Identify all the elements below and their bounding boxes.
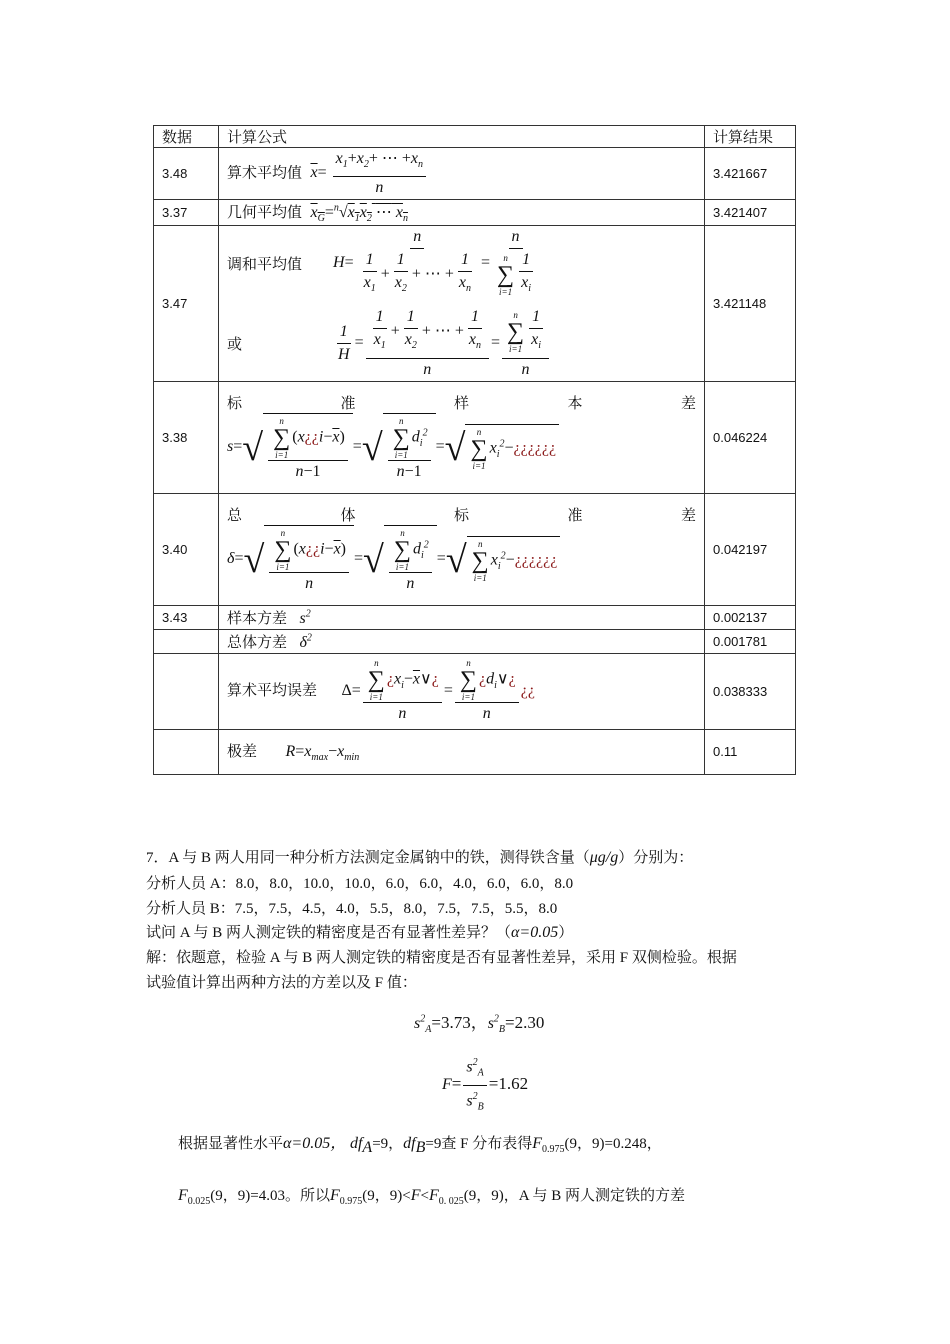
cell-data: 3.43 xyxy=(154,605,219,629)
formula-label-spread xyxy=(227,504,696,525)
question-end-text: ） xyxy=(558,925,574,941)
table-row xyxy=(154,605,796,629)
problem-intro xyxy=(146,846,693,870)
label-char: 准 xyxy=(567,507,583,524)
f0975-value: 0.248 xyxy=(612,1136,647,1152)
cell-formula xyxy=(219,148,705,200)
f-equation: F= $\frac{s^2_A}{s^2_B}$ =1.62 xyxy=(442,1052,528,1118)
cell-data: 3.37 xyxy=(154,200,219,226)
label-char: 标 xyxy=(227,395,243,412)
cell-data: 3.48 xyxy=(154,148,219,200)
unit-text: μg/g xyxy=(589,849,619,866)
conclusion-line-2: $F_{0.025}(9$，9)=4.03。所以$F_{0.975}(9$，$9)<F<F_{0. 025}(9$，9)，A 与 B 两人测定铁的方差 xyxy=(178,1187,686,1207)
population-variance-symbol: $\delta^2$ xyxy=(291,632,312,651)
f-value: 1.62 xyxy=(498,1073,529,1093)
var-b-value: 2.30 xyxy=(514,1013,545,1032)
conclusion-line-1: 根据显著性水平α=0.05， $df_A=9$，$df_B=9$查 F 分布表得$F_{0.975}(9$，9)=0.248， xyxy=(178,1135,662,1156)
formula-label: 算术平均误差 xyxy=(227,682,318,699)
solution-line-1: 解：依题意，检验 A 与 B 两人测定铁的精密度是否有显著性差异，采用 F 双侧检验。根据 xyxy=(146,950,737,966)
label-char: 样 xyxy=(453,395,469,412)
cell-data: 3.40 xyxy=(154,493,219,605)
formula-label: 调和平均值 xyxy=(227,256,303,273)
alpha-value: α=0.05， xyxy=(283,1135,347,1152)
population-std-formula: δ= √ n ∑ i=1 $(x¿¿i-\overline{x})$ n = √ n ∑ i=1 $d_i^2$ n = √ n ∑ i=1 $x_i^2-¿¿¿¿¿¿$ xyxy=(227,550,560,567)
conclusion-text-a: 根据显著性水平 xyxy=(178,1136,284,1152)
cell-result: 0.001781 xyxy=(705,629,796,653)
harmonic-mean-formula: H= n $\frac{1}{x_1}$ + $\frac{1}{x_2}$ + ⋯ + $\frac{1}{x_n}$ = n n ∑ i=1 $\frac{1}{x_i}$ xyxy=(333,226,541,300)
conclusion-text-end: ，A 与 B 两人测定铁的方差 xyxy=(503,1188,686,1204)
mean-error-formula: Δ= n ∑ i=1 ¿$x_i-\overline{x}\vee¿$ n = n ∑ i=1 ¿$d_i\vee¿$ n ¿¿ xyxy=(341,657,535,722)
formula-label-spread xyxy=(227,392,696,413)
cell-formula xyxy=(219,729,705,774)
arithmetic-mean-formula: $\overline{x}=$ $\frac{x_1+x_2+ \cdots +x_n}{n}$ xyxy=(306,164,428,181)
formula-label: 极差 xyxy=(227,743,258,760)
formula-label: 几何平均值 xyxy=(227,205,303,222)
table-row xyxy=(154,493,796,605)
cell-formula xyxy=(219,226,705,381)
cell-result: 3.421667 xyxy=(705,148,796,200)
table-row xyxy=(154,653,796,729)
intro-end-text: ）分别为： xyxy=(618,850,694,866)
table-row xyxy=(154,629,796,653)
intro-text: 7．A 与 B 两人用同一种分析方法测定金属钠中的铁，测得铁含量（ xyxy=(146,850,590,866)
table-row xyxy=(154,148,796,200)
header-data: 数据 xyxy=(154,126,219,148)
alpha-text: α=0.05 xyxy=(511,924,559,941)
sample-std-formula: s= √ n ∑ i=1 $(x¿¿i-\overline{x})$ n−1 = √ n ∑ i=1 $d_i^2$ n−1 = √ n ∑ i=1 $x_i^2-¿¿¿¿¿¿$ xyxy=(227,438,559,455)
label-char: 差 xyxy=(680,395,696,412)
cell-formula xyxy=(219,605,705,629)
cell-data: 3.38 xyxy=(154,381,219,493)
header-result: 计算结果 xyxy=(705,126,796,148)
df-a-value: =9， xyxy=(372,1136,404,1152)
cell-data: 3.47 xyxy=(154,226,219,381)
statistics-table xyxy=(153,125,796,775)
cell-formula xyxy=(219,200,705,226)
conclusion-text-so: 。所以 xyxy=(284,1188,330,1204)
label-char: 体 xyxy=(340,507,356,524)
variance-equation: $s^2_A=3.73$，$s^2_B=2.30$ xyxy=(414,1013,545,1036)
question-line xyxy=(146,921,573,945)
cell-result: 0.042197 xyxy=(705,493,796,605)
cell-result: 0.038333 xyxy=(705,653,796,729)
table-header-row xyxy=(154,126,796,148)
formula-label: 样本方差 xyxy=(227,610,288,627)
table-row xyxy=(154,226,796,381)
cell-formula xyxy=(219,629,705,653)
var-a-value: 3.73 xyxy=(440,1013,471,1032)
formula-label: 算术平均值 xyxy=(227,165,303,182)
analyst-b-line: 分析人员 B：7.5，7.5，4.5，4.0，5.5，8.0，7.5，7.5，5.5，8.0 xyxy=(146,901,558,917)
cell-formula xyxy=(219,381,705,493)
cell-data xyxy=(154,629,219,653)
header-formula: 计算公式 xyxy=(219,126,705,148)
df-symbol: df xyxy=(349,1135,363,1152)
cell-result: 0.046224 xyxy=(705,381,796,493)
f0025-value: 4.03 xyxy=(258,1188,285,1204)
table-row xyxy=(154,729,796,774)
label-char: 总 xyxy=(227,507,243,524)
table-row xyxy=(154,200,796,226)
cell-formula xyxy=(219,653,705,729)
label-char: 本 xyxy=(567,395,583,412)
question-text: 试问 A 与 B 两人测定铁的精密度是否有显著性差异？（ xyxy=(146,925,512,941)
sample-variance-symbol: $s^2$ xyxy=(291,608,311,627)
geometric-mean-formula: $x_G=^n√x_1x_2$ ⋯ $x_n$ xyxy=(310,202,408,225)
cell-result: 3.421148 xyxy=(705,226,796,381)
label-char: 标 xyxy=(453,507,469,524)
range-formula: $R=x_{max}-x_{min}$ xyxy=(261,742,360,764)
cell-result: 0.11 xyxy=(705,729,796,774)
table-row xyxy=(154,381,796,493)
cell-formula xyxy=(219,493,705,605)
label-char: 准 xyxy=(340,395,356,412)
solution-line-2: 试验值计算出两种方法的方差以及 F 值： xyxy=(146,975,417,991)
cell-result: 3.421407 xyxy=(705,200,796,226)
conclusion-text-e: =9查 F 分布表得 xyxy=(425,1136,533,1152)
cell-data xyxy=(154,729,219,774)
formula-label: 总体方差 xyxy=(227,634,288,651)
cell-data xyxy=(154,653,219,729)
formula-label-or: 或 xyxy=(227,336,243,353)
analyst-a-line: 分析人员 A：8.0，8.0，10.0，10.0，6.0，6.0，4.0，6.0，6.0，8.0 xyxy=(146,876,574,892)
label-char: 差 xyxy=(680,507,696,524)
harmonic-mean-alt-formula: $\frac{1}{H}$ = $\frac{1}{x_1}$ + $\frac{1}{x_2}$ + ⋯ + $\frac{1}{x_n}$ n = n ∑ i=1 $\frac{1}{x_i}$ n xyxy=(333,306,551,380)
cell-result: 0.002137 xyxy=(705,605,796,629)
